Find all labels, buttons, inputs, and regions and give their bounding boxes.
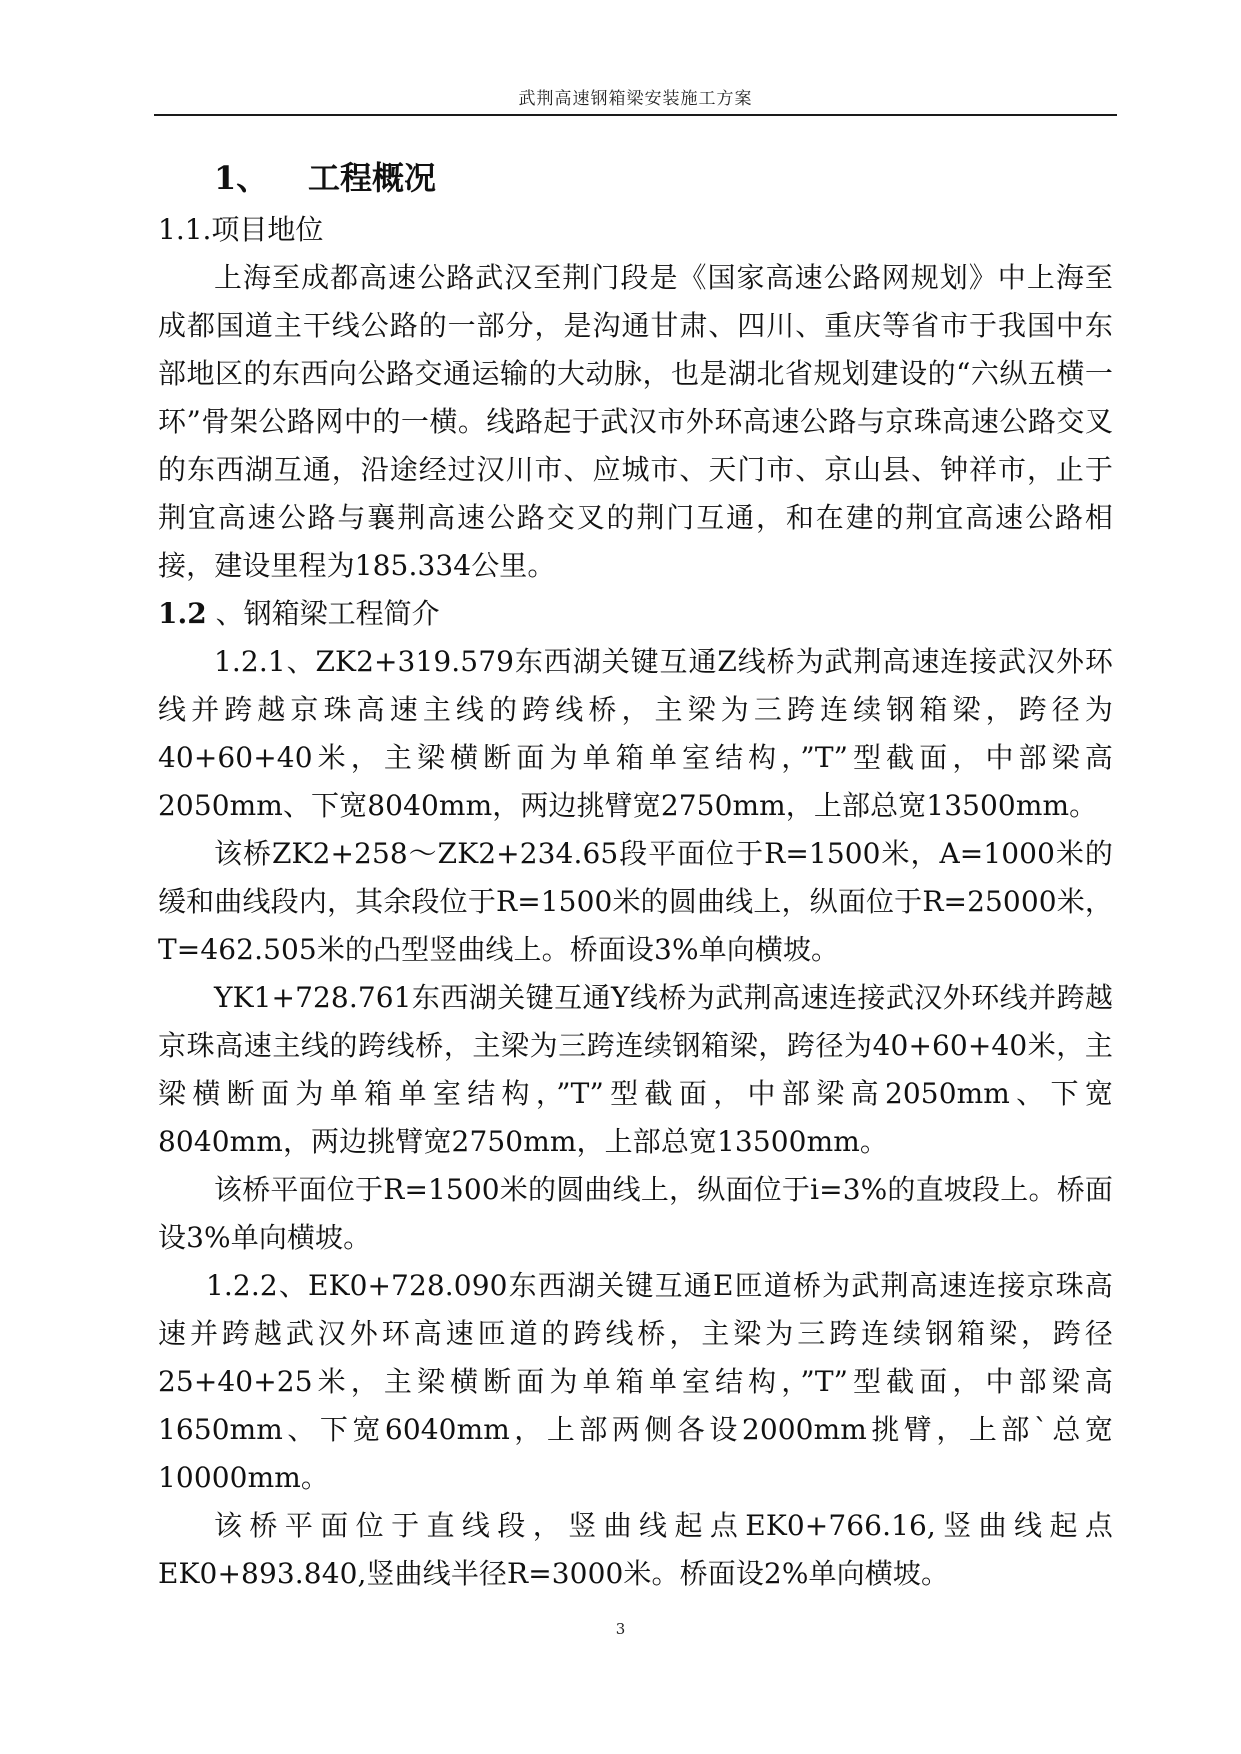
paragraph-ek-bridge: 1.2.2、EK0+728.090东西湖关键互通E匝道桥为武荆高速连接京珠高速并跨越武汉外环高速匝道的跨线桥，主梁为三跨连续钢箱梁，跨径25+40+25米，主梁横断面为单箱单室结构，”T”型截面，中部梁高1650mm、下宽6040mm，上部两侧各设2000mm挑臂，上部`总宽10000mm。: [158, 1269, 1113, 1494]
chapter-title-text: 工程概况: [308, 159, 437, 197]
section-heading-1-1: 1.1.项目地位: [158, 213, 324, 246]
section-number-1-2: 1.2: [158, 597, 207, 630]
paragraph-zk-alignment: 该桥ZK2+258～ZK2+234.65段平面位于R=1500米，A=1000米的缓和曲线段内，其余段位于R=1500米的圆曲线上，纵面位于R=25000米，T=462.505米的凸型竖曲线上。桥面设3%单向横坡。: [158, 837, 1113, 966]
chapter-title: [158, 150, 1113, 206]
running-header: 武荆高速钢箱梁安装施工方案: [518, 89, 753, 109]
paragraph-zk-bridge: 1.2.1、ZK2+319.579东西湖关键互通Z线桥为武荆高速连接武汉外环线并跨越京珠高速主线的跨线桥，主梁为三跨连续钢箱梁，跨径为40+60+40米，主梁横断面为单箱单室结构，”T”型截面，中部梁高2050mm、下宽8040mm，两边挑臂宽2750mm，上部总宽13500mm。: [158, 645, 1113, 822]
page-number: 3: [615, 1620, 626, 1638]
header-rule: [154, 114, 1117, 116]
paragraph-yk-bridge: YK1+728.761东西湖关键互通Y线桥为武荆高速连接武汉外环线并跨越京珠高速主线的跨线桥，主梁为三跨连续钢箱梁，跨径为40+60+40米，主梁横断面为单箱单室结构，”T”型截面，中部梁高2050mm、下宽8040mm，两边挑臂宽2750mm，上部总宽13500mm。: [158, 981, 1113, 1158]
paragraph-project-position: 上海至成都高速公路武汉至荆门段是《国家高速公路网规划》中上海至成都国道主干线公路的一部分，是沟通甘肃、四川、重庆等省市于我国中东部地区的东西向公路交通运输的大动脉，也是湖北省规划建设的“六纵五横一环”骨架公路网中的一横。线路起于武汉市外环高速公路与京珠高速公路交叉的东西湖互通，沿途经过汉川市、应城市、天门市、京山县、钟祥市，止于荆宜高速公路与襄荆高速公路交叉的荆门互通，和在建的荆宜高速公路相接，建设里程为185.334公里。: [158, 261, 1113, 582]
chapter-number: 1、: [214, 159, 269, 197]
section-heading-1-2-text: 、钢箱梁工程简介: [206, 597, 440, 630]
paragraph-ek-alignment: 该桥平面位于直线段，竖曲线起点EK0+766.16,竖曲线起点EK0+893.840,竖曲线半径R=3000米。桥面设2%单向横坡。: [158, 1509, 1113, 1590]
paragraph-yk-alignment: 该桥平面位于R=1500米的圆曲线上，纵面位于i=3%的直坡段上。桥面设3%单向横坡。: [158, 1173, 1113, 1254]
section-heading-1-2: [158, 590, 1113, 638]
document-body: [158, 150, 1113, 1598]
